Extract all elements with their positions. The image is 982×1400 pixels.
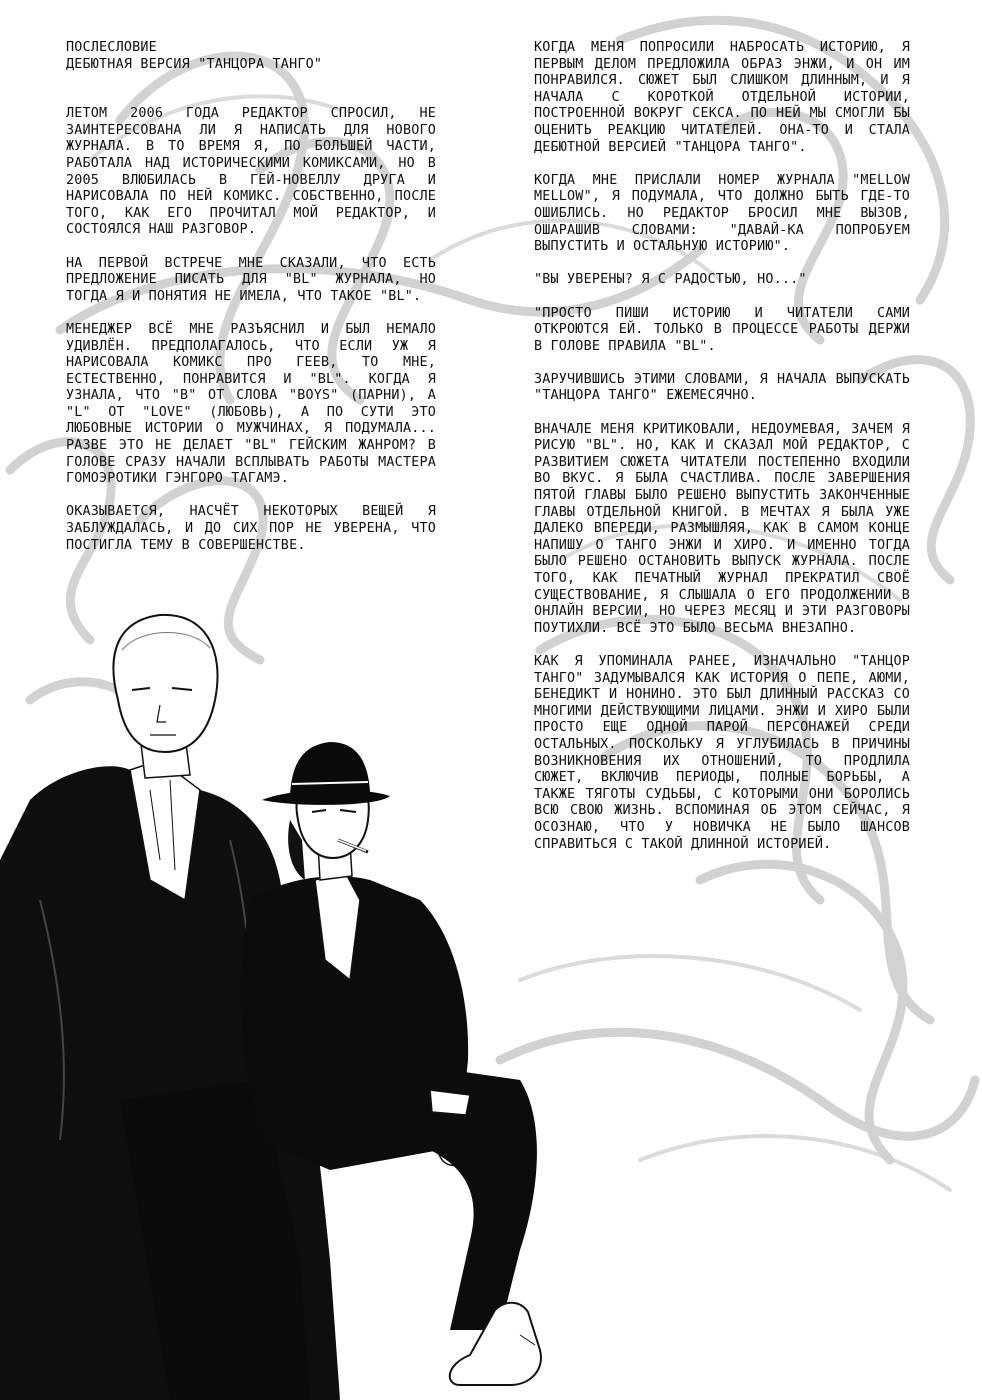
left-paragraph-4: ОКАЗЫВАЕТСЯ, НАСЧЁТ НЕКОТОРЫХ ВЕЩЕЙ Я ЗАБЛУЖДАЛАСЬ, И ДО СИХ ПОР НЕ УВЕРЕНА, ЧТО ПОСТИГЛА ТЕМУ В СОВЕРШЕНСТВЕ. (66, 504, 436, 553)
left-paragraph-2: НА ПЕРВОЙ ВСТРЕЧЕ МНЕ СКАЗАЛИ, ЧТО ЕСТЬ ПРЕДЛОЖЕНИЕ ПИСАТЬ ДЛЯ "BL" ЖУРНАЛА, НО ТОГДА Я И ПОНЯТИЯ НЕ ИМЕЛА, ЧТО ТАКОЕ "BL". (66, 255, 436, 304)
page-subtitle: ДЕБЮТНАЯ ВЕРСИЯ "ТАНЦОРА ТАНГО" (66, 56, 323, 72)
right-paragraph-3: "ВЫ УВЕРЕНЫ? Я С РАДОСТЬЮ, НО..." (534, 272, 807, 288)
right-paragraph-5: ЗАРУЧИВШИСЬ ЭТИМИ СЛОВАМИ, Я НАЧАЛА ВЫПУСКАТЬ "ТАНЦОРА ТАНГО" ЕЖЕМЕСЯЧНО. (534, 371, 910, 404)
right-text-column (534, 40, 910, 870)
right-paragraph-4: "ПРОСТО ПИШИ ИСТОРИЮ И ЧИТАТЕЛИ САМИ ОТКРОЮТСЯ ЕЙ. ТОЛЬКО В ПРОЦЕССЕ РАБОТЫ ДЕРЖИ В ГОЛОВЕ ПРАВИЛА "BL". (534, 305, 910, 354)
right-paragraph-2: КОГДА МНЕ ПРИСЛАЛИ НОМЕР ЖУРНАЛА "MELLOW MELLOW", Я ПОДУМАЛА, ЧТО ДОЛЖНО БЫТЬ ГДЕ-ТО ОШИБЛИСЬ. НО РЕДАКТОР БРОСИЛ МНЕ ВЫЗОВ, ОШАРАШИВ СЛОВАМИ: "ДАВАЙ-КА ПОПРОБУЕМ ВЫПУСТИТЬ И ОСТАЛЬНУЮ ИСТОРИЮ". (534, 172, 910, 255)
left-paragraph-3: МЕНЕДЖЕР ВСЁ МНЕ РАЗЪЯСНИЛ И БЫЛ НЕМАЛО УДИВЛЁН. ПРЕДПОЛАГАЛОСЬ, ЧТО ЕСЛИ УЖ Я НАРИСОВАЛА КОМИКС ПРО ГЕЕВ, ТО МНЕ, ЕСТЕСТВЕННО, ПОНРАВИТСЯ И "BL". КОГДА Я УЗНАЛА, ЧТО "B" ОТ СЛОВА "BOYS" (ПАРНИ), А "L" ОТ "LOVE" (ЛЮБОВЬ), А ПО СУТИ ЭТО ЛЮБОВНЫЕ ИСТОРИИ О МУЖЧИНАХ, Я ПОДУМАЛА... РАЗВЕ ЭТО НЕ ДЕЛАЕТ "BL" ГЕЙСКИМ ЖАНРОМ? В ГОЛОВЕ СРАЗУ НАЧАЛИ ВСПЛЫВАТЬ РАБОТЫ МАСТЕРА ГОМОЭРОТИКИ ГЭНГОРО ТАГАМЭ. (66, 321, 436, 487)
right-paragraph-7: КАК Я УПОМИНАЛА РАНЕЕ, ИЗНАЧАЛЬНО "ТАНЦОР ТАНГО" ЗАДУМЫВАЛСЯ КАК ИСТОРИЯ О ПЕПЕ, АЮМИ, БЕНЕДИКТ И НОНИНО. ЭТО БЫЛ ДЛИННЫЙ РАССКАЗ СО МНОГИМИ ДЕЙСТВУЮЩИМИ ЛИЦАМИ. ЭНЖИ И ХИРО БЫЛИ ПРОСТО ЕЩЕ ОДНОЙ ПАРОЙ ПЕРСОНАЖЕЙ СРЕДИ ОСТАЛЬНЫХ. ПОСКОЛЬКУ Я УГЛУБИЛАСЬ В ПРИЧИНЫ ВОЗНИКНОВЕНИЯ ИХ ОТНОШЕНИЙ, ТО ПРОДЛИЛА СЮЖЕТ, ВКЛЮЧИВ ПЕРИОДЫ, ПОЛНЫЕ БОРЬБЫ, А ТАКЖЕ ТЯГОТЫ СУДЬБЫ, С КОТОРЫМИ ОНИ БОРОЛИСЬ ВСЮ СВОЮ ЖИЗНЬ. ВСПОМИНАЯ ОБ ЭТОМ СЕЙЧАС, Я ОСОЗНАЮ, ЧТО У НОВИЧКА НЕ БЫЛО ШАНСОВ СПРАВИТЬСЯ С ТАКОЙ ДЛИННОЙ ИСТОРИЕЙ. (534, 653, 910, 852)
left-text-column (66, 40, 436, 571)
right-paragraph-6: ВНАЧАЛЕ МЕНЯ КРИТИКОВАЛИ, НЕДОУМЕВАЯ, ЗАЧЕМ Я РИСУЮ "BL". НО, КАК И СКАЗАЛ МОЙ РЕДАКТОР, С РАЗВИТИЕМ СЮЖЕТА ЧИТАТЕЛИ ПОСТЕПЕННО ВХОДИЛИ ВО ВКУС. Я БЫЛА СЧАСТЛИВА. ПОСЛЕ ЗАВЕРШЕНИЯ ПЯТОЙ ГЛАВЫ БЫЛО РЕШЕНО ВЫПУСТИТЬ ЗАКОНЧЕННЫЕ ГЛАВЫ ОТДЕЛЬНОЙ КНИГОЙ. В МЕЧТАХ Я БЫЛА УЖЕ ДАЛЕКО ВПЕРЕДИ, РАЗМЫШЛЯЯ, КАК В САМОМ КОНЦЕ НАПИШУ О ТАНГО ЭНЖИ И ХИРО. И ИМЕННО ТОГДА БЫЛО РЕШЕНО ОСТАНОВИТЬ ВЫПУСК ЖУРНАЛА. ПОСЛЕ ТОГО, КАК ПЕЧАТНЫЙ ЖУРНАЛ ПРЕКРАТИЛ СВОЁ СУЩЕСТВОВАНИЕ, Я СЛЫШАЛА О ЕГО ПРОДОЛЖЕНИИ В ОНЛАЙН ВЕРСИИ, НО ЧЕРЕЗ МЕСЯЦ И ЭТИ РАЗГОВОРЫ ПОУТИХЛИ. ВСЁ ЭТО БЫЛО ВЕСЬМА ВНЕЗАПНО. (534, 421, 910, 636)
right-paragraph-1: КОГДА МЕНЯ ПОПРОСИЛИ НАБРОСАТЬ ИСТОРИЮ, Я ПЕРВЫМ ДЕЛОМ ПРЕДЛОЖИЛА ОБРАЗ ЭНЖИ, И ОН ИМ ПОНРАВИЛСЯ. СЮЖЕТ БЫЛ СЛИШКОМ ДЛИННЫМ, И Я НАЧАЛА С КОРОТКОЙ ОТДЕЛЬНОЙ ИСТОРИИ, ПОСТРОЕННОЙ ВОКРУГ СЕКСА. ПО НЕЙ МЫ СМОГЛИ БЫ ОЦЕНИТЬ РЕАКЦИЮ ЧИТАТЕЛЕЙ. ОНА-ТО И СТАЛА ДЕБЮТНОЙ ВЕРСИЕЙ "ТАНЦОРА ТАНГО". (534, 40, 910, 155)
afterword-header (66, 40, 436, 73)
page-title: ПОСЛЕСЛОВИЕ (66, 40, 157, 55)
left-paragraph-1: ЛЕТОМ 2006 ГОДА РЕДАКТОР СПРОСИЛ, НЕ ЗАИНТЕРЕСОВАНА ЛИ Я НАПИСАТЬ ДЛЯ НОВОГО ЖУРНАЛА. В ТО ВРЕМЯ Я, ПО БОЛЬШЕЙ ЧАСТИ, РАБОТАЛА НАД ИСТОРИЧЕСКИМИ КОМИКСАМИ, НО В 2005 ВЛЮБИЛАСЬ В ГЕЙ-НОВЕЛЛУ ДРУГА И НАРИСОВАЛА ПО НЕЙ КОМИКС. СОБСТВЕННО, ПОСЛЕ ТОГО, КАК ЕГО ПРОЧИТАЛ МОЙ РЕДАКТОР, И СОСТОЯЛСЯ НАШ РАЗГОВОР. (66, 106, 436, 238)
